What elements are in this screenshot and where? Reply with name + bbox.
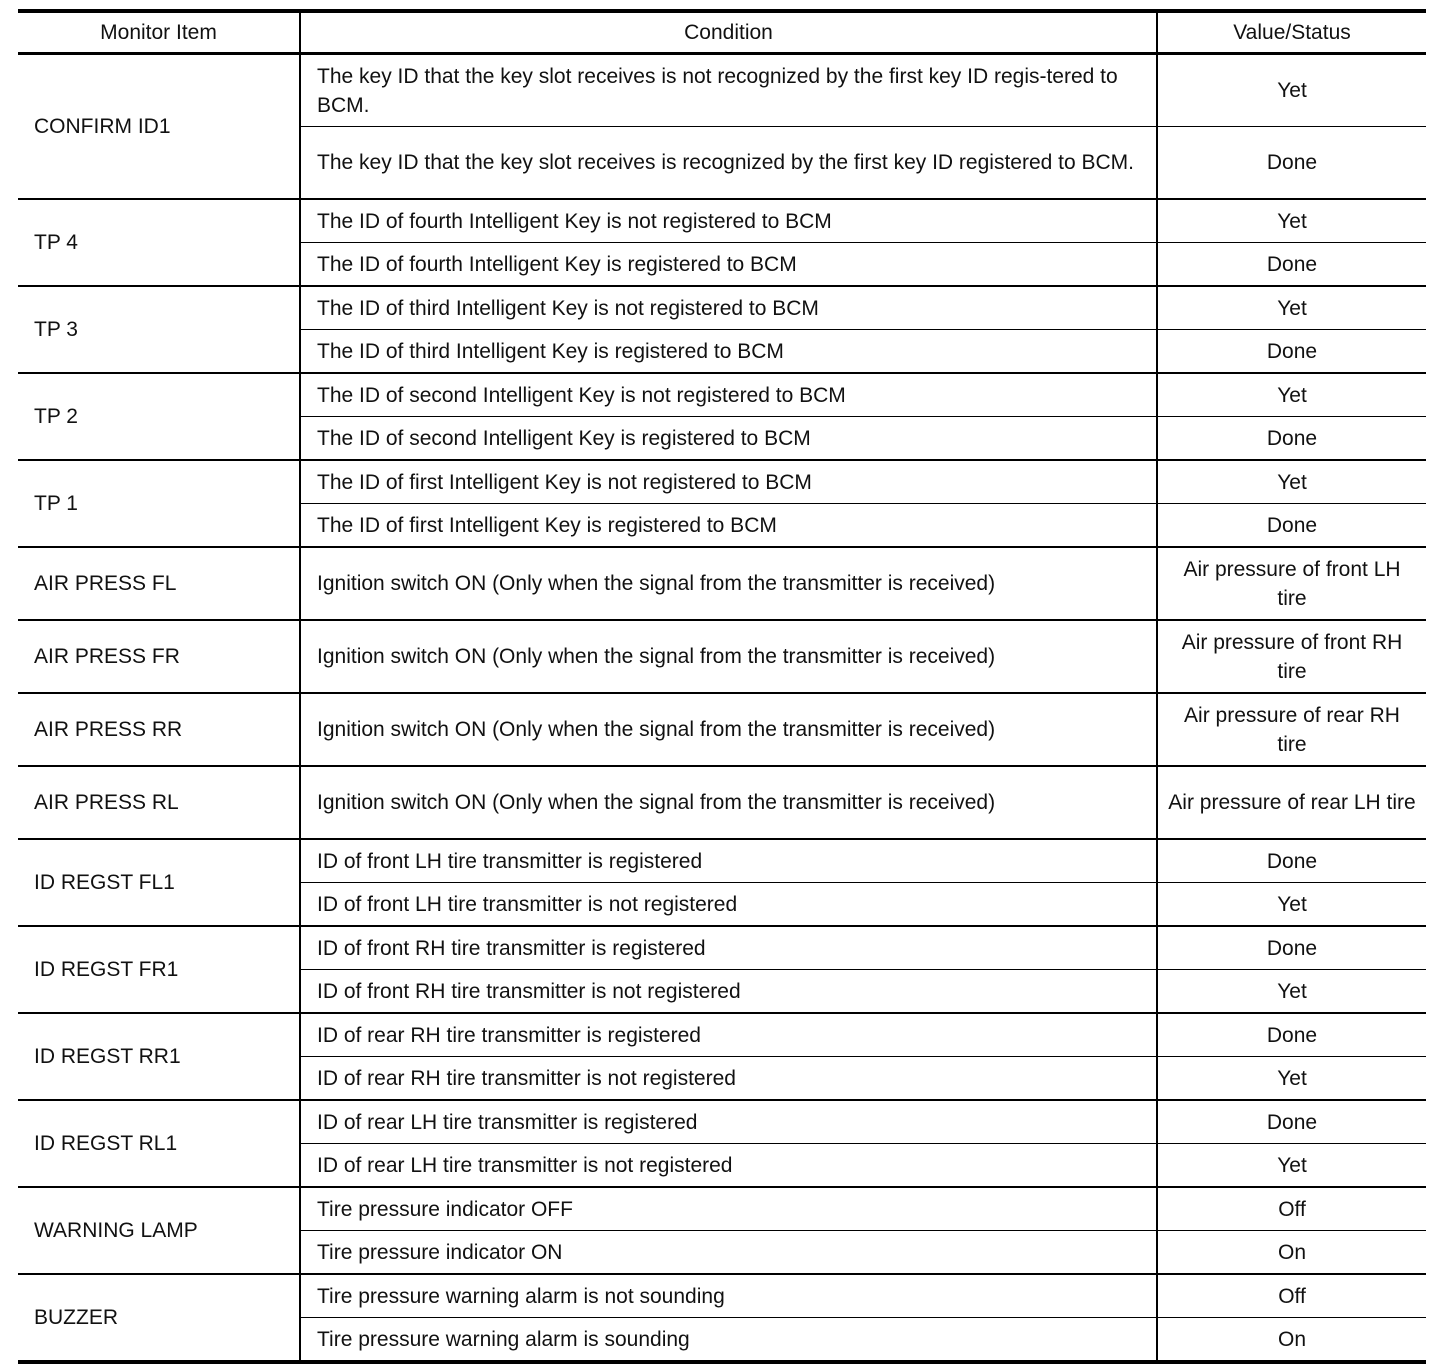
table-row: [18, 1100, 1426, 1144]
table-row: [18, 460, 1426, 504]
condition-cell: Ignition switch ON (Only when the signal from the transmitter is received): [300, 620, 1157, 693]
monitor-item-cell: AIR PRESS RR: [18, 693, 300, 766]
table-row: [18, 839, 1426, 883]
value-cell: Yet: [1157, 970, 1426, 1014]
table-header-row: [18, 11, 1426, 54]
condition-cell: ID of rear LH tire transmitter is not registered: [300, 1144, 1157, 1188]
condition-cell: The ID of first Intelligent Key is registered to BCM: [300, 504, 1157, 548]
table-row: [18, 373, 1426, 417]
value-cell: Done: [1157, 504, 1426, 548]
condition-cell: The ID of fourth Intelligent Key is not registered to BCM: [300, 199, 1157, 243]
value-cell: Done: [1157, 839, 1426, 883]
value-cell: Yet: [1157, 1057, 1426, 1101]
header-condition: Condition: [300, 11, 1157, 54]
value-cell: Done: [1157, 926, 1426, 970]
monitor-item-cell: CONFIRM ID1: [18, 54, 300, 200]
condition-cell: Tire pressure warning alarm is sounding: [300, 1318, 1157, 1363]
condition-cell: The ID of third Intelligent Key is registered to BCM: [300, 330, 1157, 374]
value-cell: Yet: [1157, 286, 1426, 330]
condition-cell: The ID of second Intelligent Key is registered to BCM: [300, 417, 1157, 461]
table-row: [18, 1274, 1426, 1318]
condition-cell: Ignition switch ON (Only when the signal from the transmitter is received): [300, 766, 1157, 839]
table-row: [18, 1187, 1426, 1231]
value-cell: Yet: [1157, 460, 1426, 504]
table-row: [18, 620, 1426, 693]
table-row: [18, 766, 1426, 839]
value-cell: Off: [1157, 1274, 1426, 1318]
value-cell: Done: [1157, 417, 1426, 461]
value-cell: Air pressure of rear RH tire: [1157, 693, 1426, 766]
value-cell: Yet: [1157, 199, 1426, 243]
value-cell: On: [1157, 1231, 1426, 1275]
condition-cell: ID of front LH tire transmitter is not registered: [300, 883, 1157, 927]
condition-cell: The key ID that the key slot receives is not recognized by the first key ID regis-tered to BCM.: [300, 54, 1157, 127]
value-cell: Yet: [1157, 883, 1426, 927]
value-cell: Done: [1157, 1100, 1426, 1144]
condition-cell: Ignition switch ON (Only when the signal from the transmitter is received): [300, 693, 1157, 766]
condition-cell: Tire pressure indicator ON: [300, 1231, 1157, 1275]
monitor-item-cell: WARNING LAMP: [18, 1187, 300, 1274]
condition-cell: ID of rear RH tire transmitter is not registered: [300, 1057, 1157, 1101]
monitor-item-cell: ID REGST RR1: [18, 1013, 300, 1100]
condition-cell: The ID of fourth Intelligent Key is registered to BCM: [300, 243, 1157, 287]
value-cell: Yet: [1157, 373, 1426, 417]
condition-cell: Tire pressure indicator OFF: [300, 1187, 1157, 1231]
monitor-item-cell: TP 3: [18, 286, 300, 373]
table-row: [18, 547, 1426, 620]
value-cell: Done: [1157, 1013, 1426, 1057]
value-cell: Air pressure of front RH tire: [1157, 620, 1426, 693]
monitor-item-cell: ID REGST FR1: [18, 926, 300, 1013]
condition-cell: ID of front RH tire transmitter is registered: [300, 926, 1157, 970]
condition-cell: Ignition switch ON (Only when the signal from the transmitter is received): [300, 547, 1157, 620]
table-row: [18, 693, 1426, 766]
condition-cell: ID of front LH tire transmitter is registered: [300, 839, 1157, 883]
condition-cell: ID of front RH tire transmitter is not registered: [300, 970, 1157, 1014]
value-cell: Yet: [1157, 1144, 1426, 1188]
monitor-item-cell: BUZZER: [18, 1274, 300, 1362]
value-cell: Done: [1157, 243, 1426, 287]
monitor-item-cell: TP 1: [18, 460, 300, 547]
condition-cell: ID of rear RH tire transmitter is registered: [300, 1013, 1157, 1057]
table-row: [18, 54, 1426, 127]
monitor-item-table: [18, 9, 1426, 1364]
monitor-item-cell: ID REGST FL1: [18, 839, 300, 926]
monitor-item-cell: TP 2: [18, 373, 300, 460]
condition-cell: Tire pressure warning alarm is not sounding: [300, 1274, 1157, 1318]
value-cell: Air pressure of front LH tire: [1157, 547, 1426, 620]
value-cell: Yet: [1277, 79, 1307, 102]
value-cell: On: [1157, 1318, 1426, 1363]
monitor-item-cell: ID REGST RL1: [18, 1100, 300, 1187]
value-cell: Done: [1157, 330, 1426, 374]
value-cell: Off: [1157, 1187, 1426, 1231]
condition-cell: The ID of first Intelligent Key is not registered to BCM: [300, 460, 1157, 504]
monitor-item-cell: AIR PRESS RL: [18, 766, 300, 839]
header-monitor-item: Monitor Item: [18, 11, 300, 54]
condition-cell: The ID of third Intelligent Key is not registered to BCM: [300, 286, 1157, 330]
value-cell: Done: [1157, 127, 1426, 200]
header-value-status: Value/Status: [1157, 11, 1426, 54]
table-row: [18, 926, 1426, 970]
condition-cell: The key ID that the key slot receives is recognized by the first key ID registered to BCM.: [300, 127, 1157, 200]
monitor-item-cell: AIR PRESS FR: [18, 620, 300, 693]
monitor-item-cell: AIR PRESS FL: [18, 547, 300, 620]
monitor-item-cell: TP 4: [18, 199, 300, 286]
value-cell: Air pressure of rear LH tire: [1157, 766, 1426, 839]
table-row: [18, 1013, 1426, 1057]
condition-cell: ID of rear LH tire transmitter is registered: [300, 1100, 1157, 1144]
table-row: [18, 286, 1426, 330]
table-row: [18, 199, 1426, 243]
condition-cell: The ID of second Intelligent Key is not registered to BCM: [300, 373, 1157, 417]
